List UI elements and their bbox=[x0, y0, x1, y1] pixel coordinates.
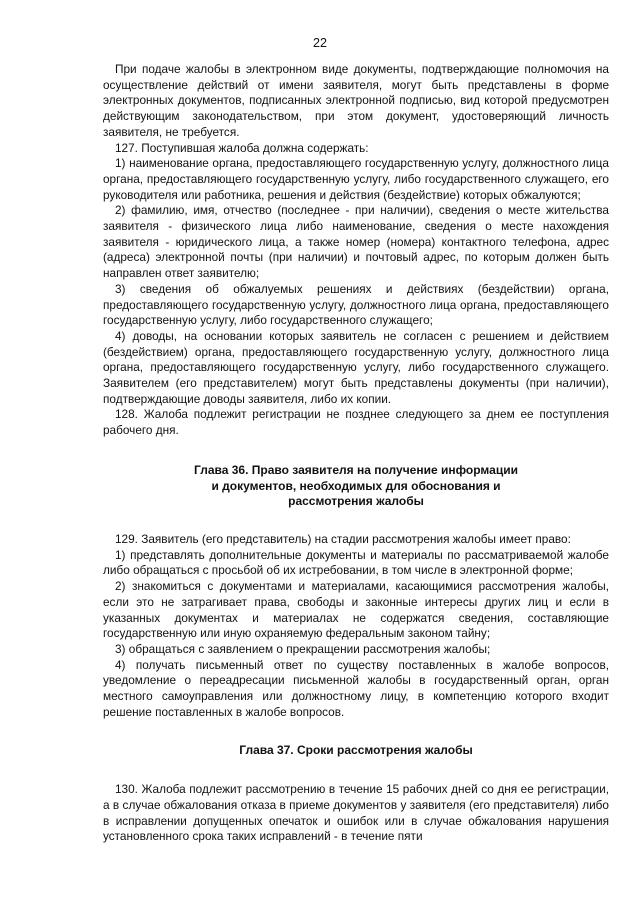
paragraph: 130. Жалоба подлежит рассмотрению в течение 15 рабочих дней со дня ее регистрации, а в случае обжалования отказа в приеме документов у заявителя (его представителя) либо в исправлении допущенных опечаток и ошибок или в случае обжалования нарушения установленного срока таких исправлений - в течение пяти bbox=[103, 782, 609, 844]
chapter-36-heading bbox=[103, 463, 609, 510]
paragraph: 3) обращаться с заявлением о прекращении рассмотрения жалобы; bbox=[115, 641, 491, 656]
heading-line: Глава 36. Право заявителя на получение информации bbox=[194, 462, 518, 477]
paragraph: 4) доводы, на основании которых заявитель не согласен с решением и действием (бездействием) органа, предоставляющего государственную услугу, должностного лица органа, предоставляющего государственную услугу, либо государственного служащего. Заявителем (его представителем) могут быть представлены документы (при наличии), подтверждающие доводы заявителя, либо их копии. bbox=[103, 328, 609, 406]
paragraph: 129. Заявитель (его представитель) на стадии рассмотрения жалобы имеет право: bbox=[115, 531, 571, 546]
heading-line: рассмотрения жалобы bbox=[288, 494, 424, 509]
paragraph: 3) сведения об обжалуемых решениях и действиях (бездействии) органа, предоставляющего государственную услугу, должностного лица органа, предоставляющего государственную услугу, либо государственного служащего; bbox=[103, 281, 609, 328]
paragraph: 2) фамилию, имя, отчество (последнее - при наличии), сведения о месте жительства заявителя - физического лица либо наименование, сведения о месте нахождения заявителя - юридического лица, а также номер (номера) контактного телефона, адрес (адреса) электронной почты (при наличии) и почтовый адрес, по которым должен быть направлен ответ заявителю; bbox=[103, 203, 609, 281]
paragraph: 127. Поступившая жалоба должна содержать: bbox=[115, 140, 369, 155]
paragraph: 1) представлять дополнительные документы и материалы по рассматриваемой жалобе либо обращаться с просьбой об их истребовании, в том числе в электронной форме; bbox=[103, 547, 609, 578]
heading-line: Глава 37. Сроки рассмотрения жалобы bbox=[239, 743, 473, 758]
paragraph: 128. Жалоба подлежит регистрации не позднее следующего за днем ее поступления рабочего дня. bbox=[103, 407, 609, 438]
heading-line: и документов, необходимых для обоснования и bbox=[211, 478, 501, 493]
page-number: 22 bbox=[313, 36, 327, 50]
chapter-37-heading bbox=[103, 743, 609, 759]
paragraph: 4) получать письменный ответ по существу поставленных в жалобе вопросов, уведомление о переадресации письменной жалобы в государственный орган, орган местного самоуправления или должностному лицу, в компетенцию которого входит решение поставленных в жалобе вопросов. bbox=[103, 657, 609, 719]
document-body bbox=[103, 62, 609, 845]
paragraph: При подаче жалобы в электронном виде документы, подтверждающие полномочия на осуществление действий от имени заявителя, могут быть представлены в форме электронных документов, подписанных электронной подписью, вид которой предусмотрен действующим законодательством, при этом документ, удостоверяющий личность заявителя, не требуется. bbox=[103, 62, 609, 139]
paragraph: 2) знакомиться с документами и материалами, касающимися рассмотрения жалобы, если это не затрагивает права, свободы и законные интересы других лиц и если в указанных документах и материалах не содержатся сведения, составляющие государственную или иную охраняемую федеральным законом тайну; bbox=[103, 579, 609, 641]
paragraph: 1) наименование органа, предоставляющего государственную услугу, должностного лица органа, предоставляющего государственную услугу, либо государственного служащего, его руководителя или работника, решения и действия (бездействие) которых обжалуются; bbox=[103, 156, 609, 202]
